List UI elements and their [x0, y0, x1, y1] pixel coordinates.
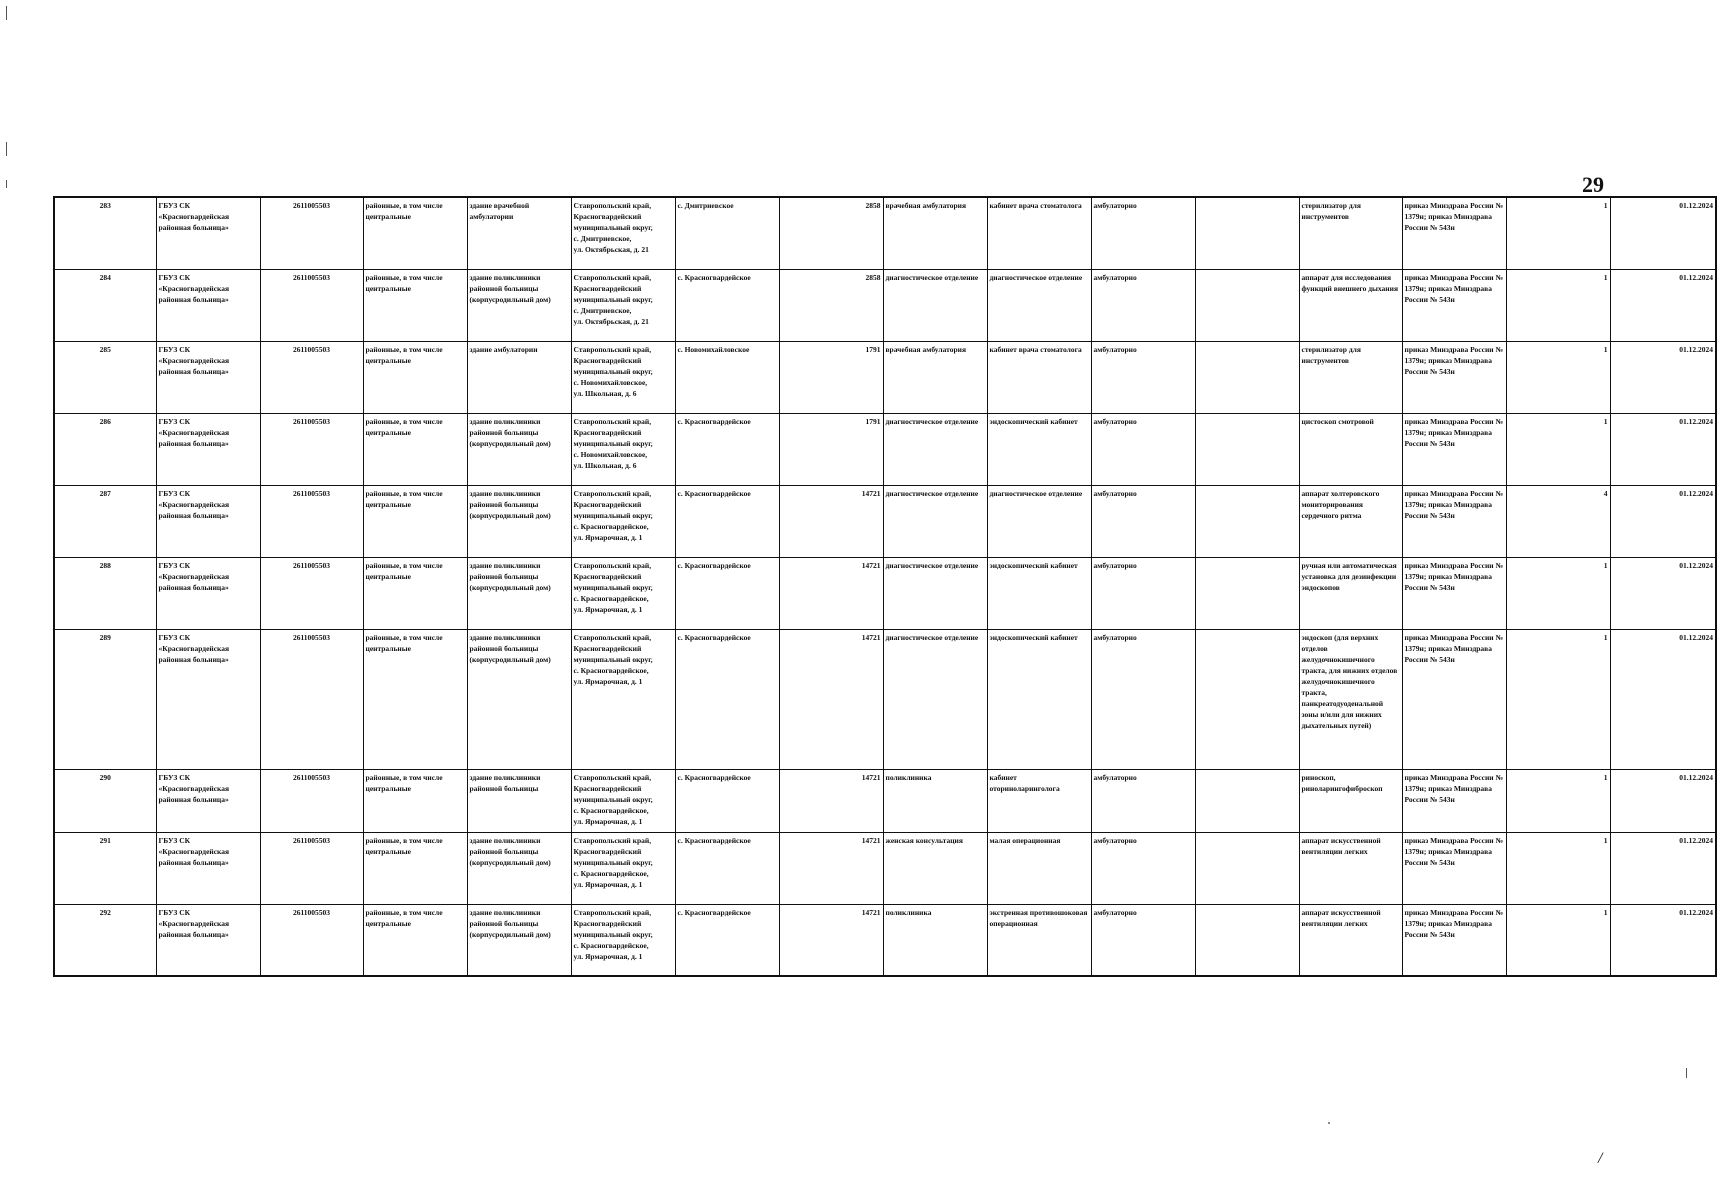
- corner-mark: /: [1598, 1150, 1603, 1167]
- location-code: 1791: [779, 341, 883, 413]
- table-row: [54, 413, 1716, 485]
- scan-dot: [1328, 1122, 1330, 1124]
- inn-code: 2611005503: [260, 269, 363, 341]
- quantity: 1: [1506, 269, 1610, 341]
- regulatory-basis: приказ Минздрава России № 1379н; приказ Минздрава России № 543н: [1402, 904, 1506, 976]
- care-type: амбулаторно: [1091, 197, 1195, 269]
- equipment-name: стерилизатор для инструментов: [1299, 197, 1402, 269]
- quantity: 1: [1506, 341, 1610, 413]
- row-number: 292: [54, 904, 156, 976]
- scan-mark: [6, 180, 7, 188]
- hospital-kind: районные, в том числе центральные: [363, 904, 467, 976]
- inn-code: 2611005503: [260, 832, 363, 904]
- page-number: 29: [1582, 172, 1604, 197]
- table-row: [54, 832, 1716, 904]
- settlement: с. Красногвардейское: [675, 485, 779, 557]
- row-number: 284: [54, 269, 156, 341]
- location-code: 14721: [779, 769, 883, 832]
- quantity: 1: [1506, 629, 1610, 769]
- row-number: 288: [54, 557, 156, 629]
- hospital-kind: районные, в том числе центральные: [363, 832, 467, 904]
- inn-code: 2611005503: [260, 485, 363, 557]
- organization-name: ГБУЗ СК «Красногвардейская районная больница»: [156, 904, 260, 976]
- building-name: здание поликлиники районной больницы (корпусродильный дом): [467, 485, 571, 557]
- location-code: 2858: [779, 197, 883, 269]
- organization-name: ГБУЗ СК «Красногвардейская районная больница»: [156, 769, 260, 832]
- table-row: [54, 197, 1716, 269]
- care-type: амбулаторно: [1091, 341, 1195, 413]
- room: эндоскопический кабинет: [987, 413, 1091, 485]
- department: диагностическое отделение: [883, 557, 987, 629]
- date: 01.12.2024: [1610, 485, 1716, 557]
- date: 01.12.2024: [1610, 413, 1716, 485]
- settlement: с. Красногвардейское: [675, 269, 779, 341]
- hospital-kind: районные, в том числе центральные: [363, 557, 467, 629]
- hospital-kind: районные, в том числе центральные: [363, 629, 467, 769]
- row-number: 286: [54, 413, 156, 485]
- quantity: 1: [1506, 557, 1610, 629]
- address: Ставропольский край, Красногвардейский муниципальный округ, с. Дмитриевское, ул. Октябрьская, д. 21: [571, 197, 675, 269]
- address: Ставропольский край, Красногвардейский муниципальный округ, с. Красногвардейское, ул. Ярмарочная, д. 1: [571, 769, 675, 832]
- equipment-name: аппарат холтеровского мониторирования сердечного ритма: [1299, 485, 1402, 557]
- scan-mark: [1686, 1068, 1687, 1078]
- row-number: 283: [54, 197, 156, 269]
- room: эндоскопический кабинет: [987, 629, 1091, 769]
- building-name: здание поликлиники районной больницы (корпусродильный дом): [467, 269, 571, 341]
- care-type: амбулаторно: [1091, 832, 1195, 904]
- date: 01.12.2024: [1610, 197, 1716, 269]
- hospital-kind: районные, в том числе центральные: [363, 269, 467, 341]
- address: Ставропольский край, Красногвардейский муниципальный округ, с. Новомихайловское, ул. Школьная, д. 6: [571, 413, 675, 485]
- quantity: 1: [1506, 769, 1610, 832]
- department: диагностическое отделение: [883, 629, 987, 769]
- empty-cell: [1195, 413, 1299, 485]
- organization-name: ГБУЗ СК «Красногвардейская районная больница»: [156, 557, 260, 629]
- equipment-name: стерилизатор для инструментов: [1299, 341, 1402, 413]
- location-code: 2858: [779, 269, 883, 341]
- address: Ставропольский край, Красногвардейский муниципальный округ, с. Красногвардейское, ул. Ярмарочная, д. 1: [571, 557, 675, 629]
- table-row: [54, 341, 1716, 413]
- row-number: 289: [54, 629, 156, 769]
- department: женская консультация: [883, 832, 987, 904]
- inn-code: 2611005503: [260, 557, 363, 629]
- equipment-name: цистоскоп смотровой: [1299, 413, 1402, 485]
- care-type: амбулаторно: [1091, 557, 1195, 629]
- address: Ставропольский край, Красногвардейский муниципальный округ, с. Новомихайловское, ул. Школьная, д. 6: [571, 341, 675, 413]
- date: 01.12.2024: [1610, 832, 1716, 904]
- building-name: здание поликлиники районной больницы (корпусродильный дом): [467, 557, 571, 629]
- room: кабинет врача стоматолога: [987, 341, 1091, 413]
- date: 01.12.2024: [1610, 904, 1716, 976]
- settlement: с. Новомихайловское: [675, 341, 779, 413]
- empty-cell: [1195, 341, 1299, 413]
- address: Ставропольский край, Красногвардейский муниципальный округ, с. Дмитриевское, ул. Октябрьская, д. 21: [571, 269, 675, 341]
- building-name: здание поликлиники районной больницы (корпусродильный дом): [467, 413, 571, 485]
- date: 01.12.2024: [1610, 557, 1716, 629]
- regulatory-basis: приказ Минздрава России № 1379н; приказ Минздрава России № 543н: [1402, 629, 1506, 769]
- organization-name: ГБУЗ СК «Красногвардейская районная больница»: [156, 629, 260, 769]
- organization-name: ГБУЗ СК «Красногвардейская районная больница»: [156, 269, 260, 341]
- organization-name: ГБУЗ СК «Красногвардейская районная больница»: [156, 197, 260, 269]
- building-name: здание врачебной амбулатории: [467, 197, 571, 269]
- hospital-kind: районные, в том числе центральные: [363, 769, 467, 832]
- location-code: 14721: [779, 629, 883, 769]
- row-number: 287: [54, 485, 156, 557]
- address: Ставропольский край, Красногвардейский муниципальный округ, с. Красногвардейское, ул. Ярмарочная, д. 1: [571, 485, 675, 557]
- location-code: 14721: [779, 832, 883, 904]
- settlement: с. Красногвардейское: [675, 413, 779, 485]
- room: малая операционная: [987, 832, 1091, 904]
- care-type: амбулаторно: [1091, 769, 1195, 832]
- building-name: здание амбулатории: [467, 341, 571, 413]
- table-row: [54, 629, 1716, 769]
- equipment-name: эндоскоп (для верхних отделов желудочнокишечного тракта, для нижних отделов желудочнокишечного тракта, панкреатодуоденальной зоны и/или для нижних дыхательных путей): [1299, 629, 1402, 769]
- care-type: амбулаторно: [1091, 629, 1195, 769]
- department: поликлиника: [883, 769, 987, 832]
- settlement: с. Красногвардейское: [675, 769, 779, 832]
- empty-cell: [1195, 197, 1299, 269]
- location-code: 14721: [779, 485, 883, 557]
- organization-name: ГБУЗ СК «Красногвардейская районная больница»: [156, 485, 260, 557]
- room: кабинет врача стоматолога: [987, 197, 1091, 269]
- inn-code: 2611005503: [260, 341, 363, 413]
- care-type: амбулаторно: [1091, 269, 1195, 341]
- department: диагностическое отделение: [883, 269, 987, 341]
- hospital-kind: районные, в том числе центральные: [363, 197, 467, 269]
- regulatory-basis: приказ Минздрава России № 1379н; приказ Минздрава России № 543н: [1402, 341, 1506, 413]
- date: 01.12.2024: [1610, 341, 1716, 413]
- department: диагностическое отделение: [883, 485, 987, 557]
- room: диагностическое отделение: [987, 485, 1091, 557]
- scan-mark: [6, 6, 7, 20]
- empty-cell: [1195, 557, 1299, 629]
- equipment-name: аппарат искусственной вентиляции легких: [1299, 832, 1402, 904]
- settlement: с. Дмитриевское: [675, 197, 779, 269]
- settlement: с. Красногвардейское: [675, 629, 779, 769]
- organization-name: ГБУЗ СК «Красногвардейская районная больница»: [156, 832, 260, 904]
- row-number: 285: [54, 341, 156, 413]
- equipment-name: ручная или автоматическая установка для дезинфекции эндоскопов: [1299, 557, 1402, 629]
- regulatory-basis: приказ Минздрава России № 1379н; приказ Минздрава России № 543н: [1402, 197, 1506, 269]
- empty-cell: [1195, 832, 1299, 904]
- inn-code: 2611005503: [260, 413, 363, 485]
- inn-code: 2611005503: [260, 769, 363, 832]
- building-name: здание поликлиники районной больницы (корпусродильный дом): [467, 629, 571, 769]
- table-row: [54, 769, 1716, 832]
- room: диагностическое отделение: [987, 269, 1091, 341]
- empty-cell: [1195, 269, 1299, 341]
- equipment-name: аппарат для исследования функций внешнего дыхания: [1299, 269, 1402, 341]
- inn-code: 2611005503: [260, 904, 363, 976]
- department: поликлиника: [883, 904, 987, 976]
- address: Ставропольский край, Красногвардейский муниципальный округ, с. Красногвардейское, ул. Ярмарочная, д. 1: [571, 629, 675, 769]
- row-number: 291: [54, 832, 156, 904]
- settlement: с. Красногвардейское: [675, 557, 779, 629]
- care-type: амбулаторно: [1091, 904, 1195, 976]
- empty-cell: [1195, 629, 1299, 769]
- department: диагностическое отделение: [883, 413, 987, 485]
- equipment-registry-table: [53, 196, 1717, 977]
- building-name: здание поликлиники районной больницы (корпусродильный дом): [467, 904, 571, 976]
- care-type: амбулаторно: [1091, 485, 1195, 557]
- equipment-name: риноскоп, риноларингофиброскоп: [1299, 769, 1402, 832]
- address: Ставропольский край, Красногвардейский муниципальный округ, с. Красногвардейское, ул. Ярмарочная, д. 1: [571, 904, 675, 976]
- date: 01.12.2024: [1610, 629, 1716, 769]
- regulatory-basis: приказ Минздрава России № 1379н; приказ Минздрава России № 543н: [1402, 269, 1506, 341]
- location-code: 1791: [779, 413, 883, 485]
- inn-code: 2611005503: [260, 629, 363, 769]
- scan-mark: [6, 142, 7, 156]
- settlement: с. Красногвардейское: [675, 904, 779, 976]
- equipment-name: аппарат искусственной вентиляции легких: [1299, 904, 1402, 976]
- table-row: [54, 269, 1716, 341]
- hospital-kind: районные, в том числе центральные: [363, 413, 467, 485]
- table-row: [54, 485, 1716, 557]
- regulatory-basis: приказ Минздрава России № 1379н; приказ Минздрава России № 543н: [1402, 557, 1506, 629]
- row-number: 290: [54, 769, 156, 832]
- empty-cell: [1195, 769, 1299, 832]
- quantity: 1: [1506, 197, 1610, 269]
- organization-name: ГБУЗ СК «Красногвардейская районная больница»: [156, 341, 260, 413]
- inn-code: 2611005503: [260, 197, 363, 269]
- regulatory-basis: приказ Минздрава России № 1379н; приказ Минздрава России № 543н: [1402, 413, 1506, 485]
- room: кабинет оториноларинголога: [987, 769, 1091, 832]
- department: врачебная амбулатория: [883, 341, 987, 413]
- care-type: амбулаторно: [1091, 413, 1195, 485]
- room: эндоскопический кабинет: [987, 557, 1091, 629]
- hospital-kind: районные, в том числе центральные: [363, 485, 467, 557]
- regulatory-basis: приказ Минздрава России № 1379н; приказ Минздрава России № 543н: [1402, 769, 1506, 832]
- empty-cell: [1195, 904, 1299, 976]
- location-code: 14721: [779, 557, 883, 629]
- table-row: [54, 557, 1716, 629]
- department: врачебная амбулатория: [883, 197, 987, 269]
- building-name: здание поликлиники районной больницы (корпусродильный дом): [467, 832, 571, 904]
- organization-name: ГБУЗ СК «Красногвардейская районная больница»: [156, 413, 260, 485]
- quantity: 1: [1506, 904, 1610, 976]
- building-name: здание поликлиники районной больницы: [467, 769, 571, 832]
- settlement: с. Красногвардейское: [675, 832, 779, 904]
- regulatory-basis: приказ Минздрава России № 1379н; приказ Минздрава России № 543н: [1402, 485, 1506, 557]
- date: 01.12.2024: [1610, 769, 1716, 832]
- empty-cell: [1195, 485, 1299, 557]
- hospital-kind: районные, в том числе центральные: [363, 341, 467, 413]
- regulatory-basis: приказ Минздрава России № 1379н; приказ Минздрава России № 543н: [1402, 832, 1506, 904]
- location-code: 14721: [779, 904, 883, 976]
- quantity: 4: [1506, 485, 1610, 557]
- table-row: [54, 904, 1716, 976]
- address: Ставропольский край, Красногвардейский муниципальный округ, с. Красногвардейское, ул. Ярмарочная, д. 1: [571, 832, 675, 904]
- date: 01.12.2024: [1610, 269, 1716, 341]
- quantity: 1: [1506, 413, 1610, 485]
- room: экстренная противошоковая операционная: [987, 904, 1091, 976]
- quantity: 1: [1506, 832, 1610, 904]
